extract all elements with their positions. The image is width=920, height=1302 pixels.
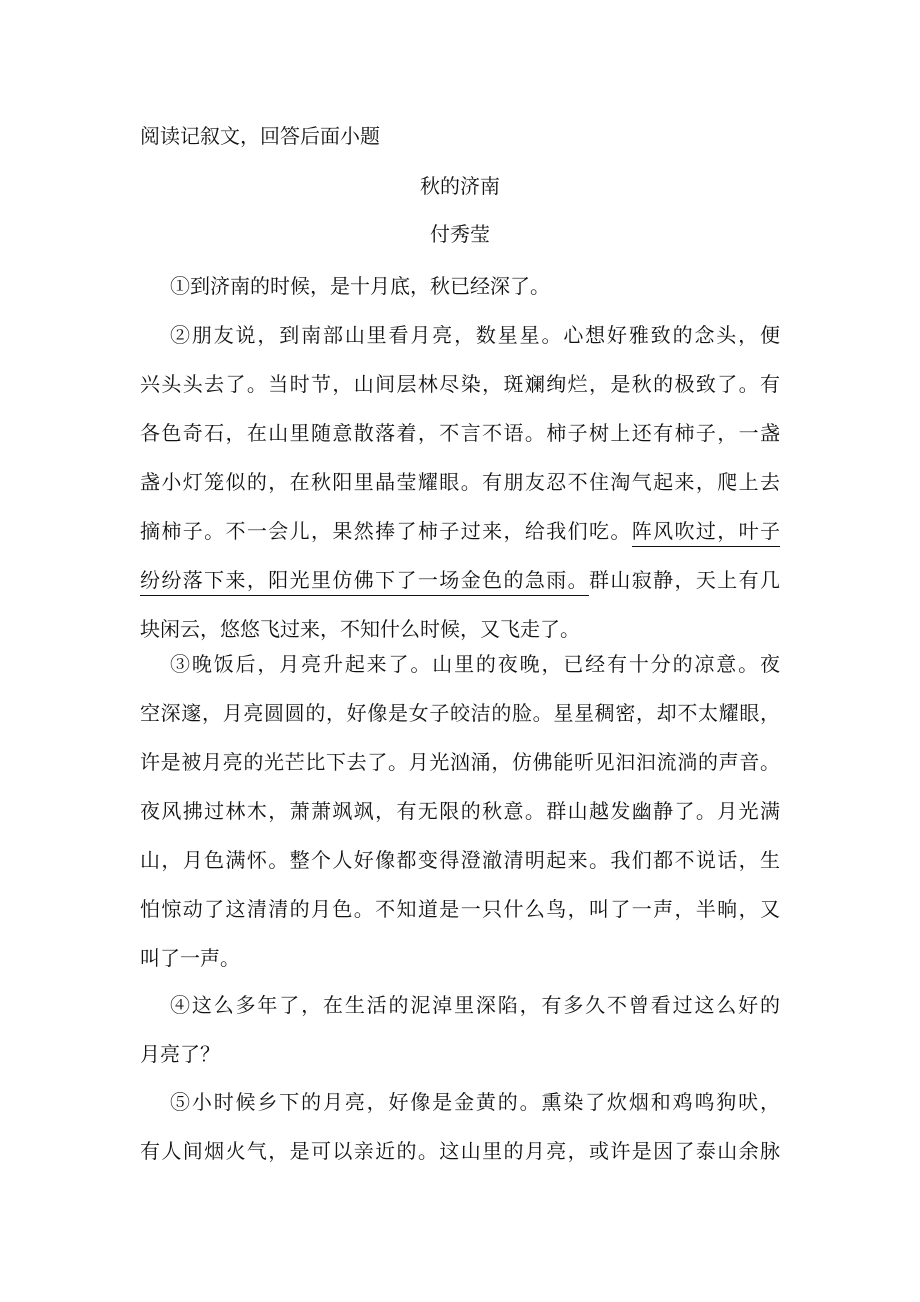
- text-line: [140, 787, 780, 836]
- text-line: [140, 981, 780, 1030]
- text-line: [140, 556, 780, 605]
- text-run: 月亮了？: [140, 1042, 220, 1066]
- article-title: 秋的济南: [420, 174, 500, 198]
- text-run: 叫了一声。: [140, 946, 240, 970]
- text-line: [140, 885, 780, 934]
- text-line: [140, 1127, 780, 1176]
- text-run: 夜风拂过林木，萧萧飒飒，有无限的秋意。群山越发幽静了。月光满: [140, 799, 780, 823]
- text-line: [140, 360, 780, 409]
- text-run: 各色奇石，在山里随意散落着，不言不语。柿子树上还有柿子，一盏: [140, 421, 780, 445]
- text-run: ①到济南的时候，是十月底，秋已经深了。: [170, 274, 550, 298]
- text-run: 群山寂静，天上有几: [588, 568, 781, 592]
- paragraph-5: [140, 1078, 780, 1176]
- paragraph-3: [140, 640, 780, 983]
- text-run: ②朋友说，到南部山里看月亮，数星星。心想好雅致的念头，便: [170, 323, 780, 347]
- underlined-sentence: 纷纷落下来，阳光里仿佛下了一场金色的急雨。: [140, 568, 589, 596]
- text-run: 摘柿子。不一会儿，果然捧了柿子过来，给我们吃。: [140, 519, 632, 543]
- text-run: ④这么多年了，在生活的泥淖里深陷，有多久不曾看过这么好的: [170, 993, 780, 1017]
- underlined-sentence: 阵风吹过，叶子: [632, 519, 780, 547]
- text-line: [140, 689, 780, 738]
- text-run: ③晚饭后，月亮升起来了。山里的夜晚，已经有十分的凉意。夜: [170, 652, 780, 676]
- text-run: 山，月色满怀。整个人好像都变得澄澈清明起来。我们都不说话，生: [140, 848, 780, 872]
- question-intro: 阅读记叙文，回答后面小题: [140, 124, 380, 148]
- text-run: 盏小灯笼似的，在秋阳里晶莹耀眼。有朋友忍不住淘气起来，爬上去: [140, 470, 780, 494]
- text-line: [140, 1030, 780, 1079]
- text-line: [140, 934, 780, 983]
- text-line: [140, 458, 780, 507]
- text-run: 兴头头去了。当时节，山间层林尽染，斑斓绚烂，是秋的极致了。有: [140, 372, 780, 396]
- text-run: 怕惊动了这清清的月色。不知道是一只什么鸟，叫了一声，半晌，又: [140, 897, 780, 921]
- text-line: [140, 738, 780, 787]
- article-author: 付秀莹: [430, 222, 490, 246]
- paragraph-4: [140, 981, 780, 1079]
- text-line: [140, 836, 780, 885]
- text-run: 有人间烟火气，是可以亲近的。这山里的月亮，或许是因了泰山余脉: [140, 1139, 780, 1163]
- text-line: [140, 507, 780, 556]
- text-run: 块闲云，悠悠飞过来，不知什么时候，又飞走了。: [140, 617, 580, 641]
- text-line: [140, 311, 780, 360]
- text-line: [140, 262, 780, 311]
- text-run: 许是被月亮的光芒比下去了。月光汹涌，仿佛能听见汩汩流淌的声音。: [140, 750, 780, 774]
- paragraph-1: [140, 262, 780, 311]
- text-line: [140, 1078, 780, 1127]
- text-line: [140, 409, 780, 458]
- text-line: [140, 640, 780, 689]
- text-run: 空深邃，月亮圆圆的，好像是女子皎洁的脸。星星稠密，却不太耀眼，: [140, 701, 780, 725]
- paragraph-2: [140, 311, 780, 654]
- text-run: ⑤小时候乡下的月亮，好像是金黄的。熏染了炊烟和鸡鸣狗吠，: [170, 1090, 780, 1114]
